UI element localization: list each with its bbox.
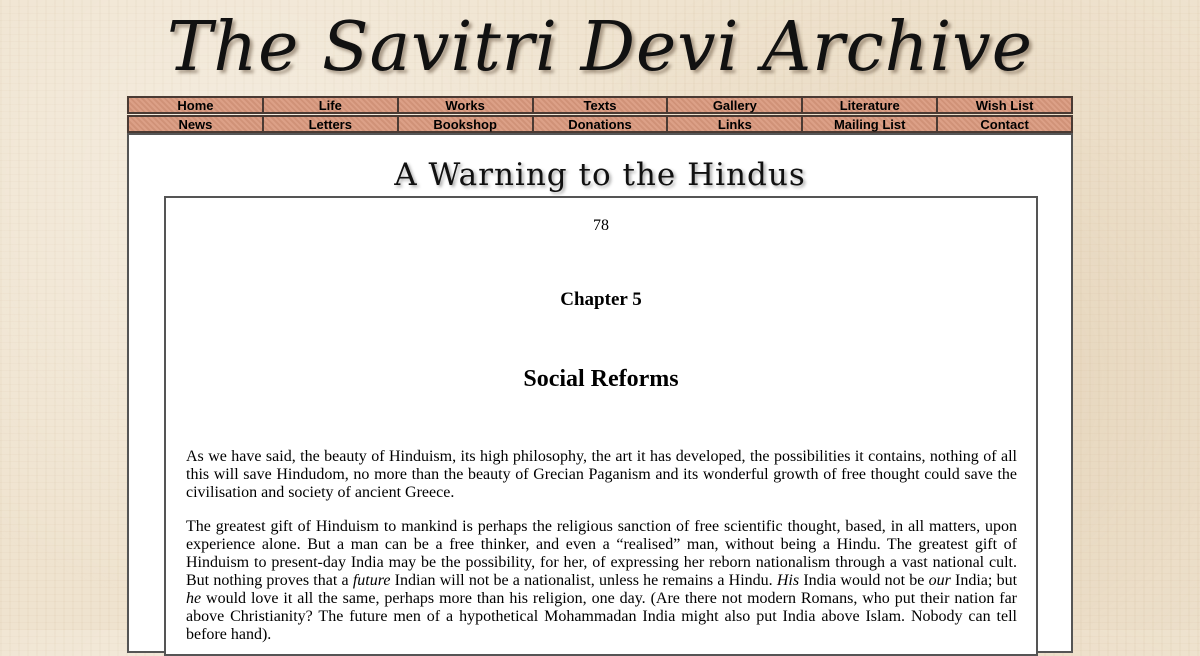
- nav-bookshop[interactable]: Bookshop: [398, 115, 533, 133]
- nav-news[interactable]: News: [127, 115, 263, 133]
- paragraph-2-text-1: The greatest gift of Hinduism to mankind is perhaps the religious sanction of free scientific thought, based, in all matters, upon experience alone. But a man can be a free thinker, and even a “realised” man, without being a Hindu. The greatest gift of Hinduism to present-day India may be the possibility, for her, of expressing her reborn nationalism through a vast national cult. But nothing proves that a: [186, 518, 1017, 589]
- paragraph-2-text-4: India; but: [950, 572, 1018, 589]
- paragraph-2-emphasis-he: he: [186, 590, 202, 607]
- nav-wish-list[interactable]: Wish List: [937, 96, 1073, 114]
- nav-life[interactable]: Life: [263, 96, 398, 114]
- paragraph-2-emphasis-his: His: [776, 572, 800, 589]
- page-number: 78: [593, 217, 609, 234]
- nav-texts[interactable]: Texts: [533, 96, 668, 114]
- paragraph-2-text-5: would love it all the same, perhaps more than his religion, one day. (Are there not modern Romans, who put their nation far above Christianity? The future men of a hypothetical Mohammadan India might also put India above Islam. Nobody can tell before hand).: [186, 590, 1017, 643]
- paragraph-2-emphasis-our: our: [928, 572, 951, 589]
- book-title: A Warning to the Hindus: [394, 157, 806, 193]
- site-title: The Savitri Devi Archive: [167, 8, 1033, 87]
- nav-donations[interactable]: Donations: [533, 115, 668, 133]
- nav-mailing-list[interactable]: Mailing List: [802, 115, 937, 133]
- paragraph-1: As we have said, the beauty of Hinduism, its high philosophy, the art it has developed, the possibilities it contains, nothing of all this will save Hindudom, no more than the beauty of Grecian Paganism and its wonderful growth of free thought could save the civilisation and society of ancient Greece.: [186, 448, 1017, 501]
- book-text-box: [164, 196, 1038, 656]
- paragraph-2-emphasis-future: future: [352, 572, 391, 589]
- nav-home[interactable]: Home: [127, 96, 263, 114]
- paragraph-2: [186, 518, 1017, 644]
- nav-works[interactable]: Works: [398, 96, 533, 114]
- chapter-heading: Chapter 5: [560, 289, 642, 310]
- main-nav-row-1: [127, 96, 1073, 114]
- nav-gallery[interactable]: Gallery: [667, 96, 802, 114]
- paragraph-2-text-2: Indian will not be a nationalist, unless he remains a Hindu.: [390, 572, 777, 589]
- paragraph-2-text-3: India would not be: [799, 572, 929, 589]
- nav-literature[interactable]: Literature: [802, 96, 937, 114]
- nav-contact[interactable]: Contact: [937, 115, 1073, 133]
- nav-letters[interactable]: Letters: [263, 115, 398, 133]
- section-heading: Social Reforms: [523, 366, 679, 392]
- main-content-panel: [127, 133, 1073, 653]
- main-nav-row-2: [127, 115, 1073, 133]
- nav-links[interactable]: Links: [667, 115, 802, 133]
